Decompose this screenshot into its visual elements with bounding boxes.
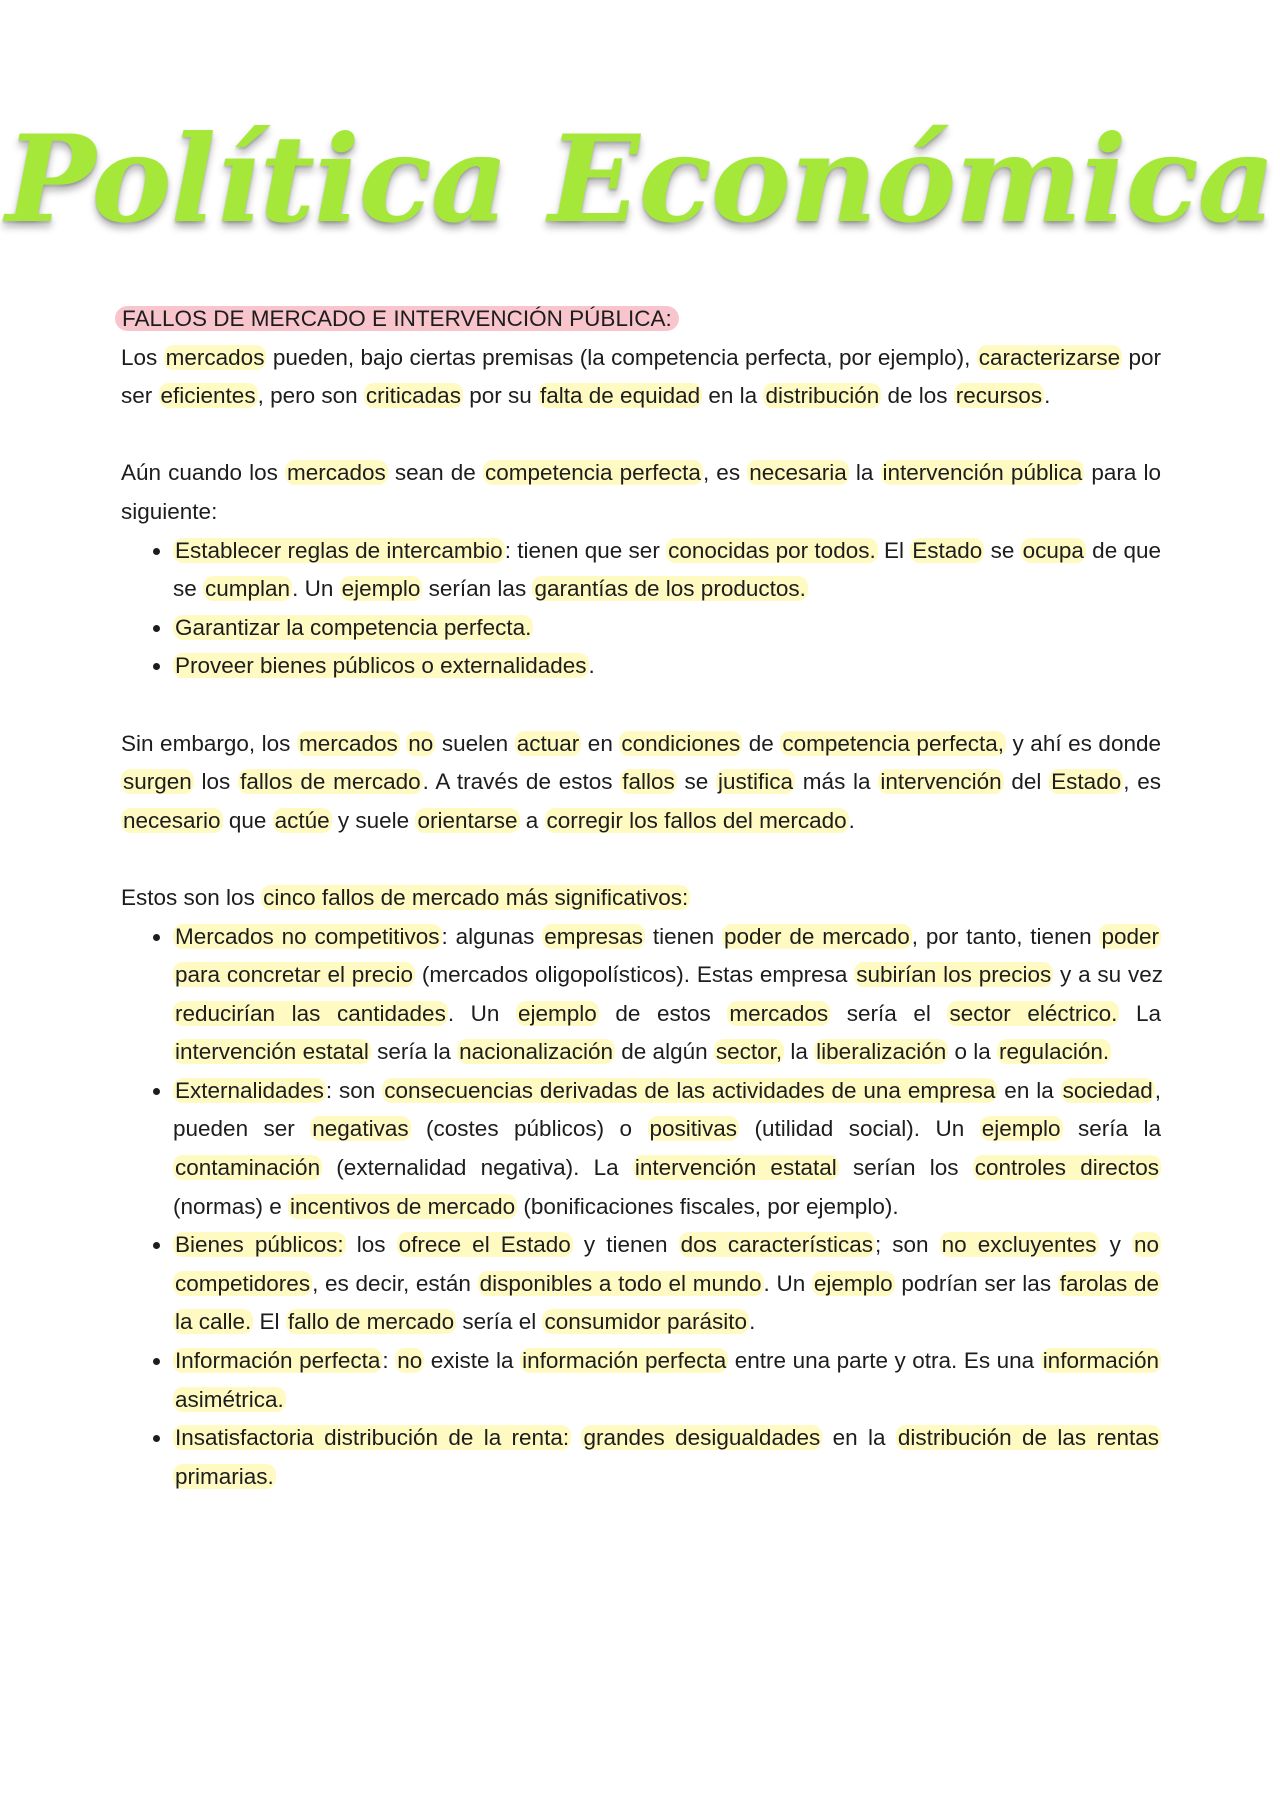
highlighted-text: ofrece el Estado <box>398 1232 571 1258</box>
body-text: y a su vez <box>1053 962 1164 988</box>
highlighted-text: nacionalización <box>459 1039 614 1065</box>
body-text: y <box>1098 1232 1132 1258</box>
body-text: pueden, bajo ciertas premisas (la competencia perfecta, por ejemplo), <box>266 344 977 370</box>
body-text: en la <box>997 1077 1061 1103</box>
body-text: la <box>784 1039 815 1065</box>
section-heading <box>121 300 1161 339</box>
list-item <box>173 918 1164 1072</box>
body-text: en la <box>822 1425 896 1451</box>
highlighted-text: ejemplo <box>341 576 421 602</box>
highlighted-text: contaminación <box>175 1155 321 1181</box>
highlighted-text: Establecer reglas de intercambio <box>175 537 503 563</box>
highlighted-text: liberalización <box>816 1039 947 1065</box>
document-body <box>121 300 1164 1496</box>
highlighted-text: ocupa <box>1022 537 1084 563</box>
page-title: Política Económica <box>5 109 1275 250</box>
body-text: : algunas <box>441 923 543 949</box>
body-text: sean de <box>387 460 483 486</box>
body-text: se <box>676 769 717 795</box>
list-item <box>173 609 1161 648</box>
highlighted-text: no competidores <box>175 1232 1159 1296</box>
list-intervention-reasons <box>121 532 1161 686</box>
body-text: (externalidad negativa). La <box>322 1155 633 1181</box>
highlighted-text: necesaria <box>749 460 847 486</box>
body-text: Sin embargo, los <box>121 730 297 756</box>
highlighted-text: actúe <box>274 807 330 833</box>
highlighted-text: sector eléctrico. <box>949 1000 1118 1026</box>
highlighted-text: sociedad <box>1062 1077 1153 1103</box>
paragraph-market-failures <box>121 725 1161 841</box>
highlighted-text: Proveer bienes públicos o externalidades <box>175 653 587 679</box>
body-text: de que se <box>173 537 1162 602</box>
body-text: Los <box>121 344 164 370</box>
body-text: (mercados oligopolísticos). Estas empresa <box>415 962 855 988</box>
body-text: (costes públicos) o <box>410 1116 648 1142</box>
body-text: de estos <box>598 1000 728 1026</box>
body-text: y ahí es donde <box>1005 730 1161 756</box>
highlighted-text: intervención estatal <box>634 1155 837 1181</box>
body-text: , es <box>1123 769 1161 795</box>
body-text: sería la <box>1062 1116 1161 1142</box>
body-text: tienen <box>645 923 722 949</box>
body-text: serían las <box>422 576 533 602</box>
body-text: en la <box>702 383 764 409</box>
body-text: podrían ser las <box>894 1270 1058 1296</box>
highlighted-text: Externalidades <box>175 1077 324 1103</box>
body-text: los <box>345 1232 397 1258</box>
highlighted-text: caracterizarse <box>978 344 1121 370</box>
highlighted-text: falta de equidad <box>540 383 701 409</box>
highlighted-text: poder para concretar el precio <box>175 923 1159 988</box>
body-text <box>571 1425 581 1450</box>
spacer <box>121 840 1161 879</box>
body-text: suelen <box>435 730 515 756</box>
body-text: entre una parte y otra. Es una <box>728 1348 1041 1374</box>
body-text: . <box>749 1309 756 1335</box>
body-text: . Un <box>292 576 340 602</box>
highlighted-text: información perfecta <box>522 1348 727 1374</box>
spacer <box>121 686 1161 725</box>
body-text: más la <box>795 769 879 795</box>
highlighted-text: negativas <box>312 1116 409 1142</box>
highlighted-text: consecuencias derivadas de las actividades de una empresa <box>384 1077 996 1103</box>
body-text: sería la <box>370 1039 458 1065</box>
body-text: a <box>519 807 545 833</box>
list-item <box>173 647 1161 686</box>
highlighted-text: incentivos de mercado <box>290 1193 516 1219</box>
paragraph-five-failures <box>121 879 1161 918</box>
highlighted-text: corregir los fallos del mercado <box>546 807 847 833</box>
section-heading-text: FALLOS DE MERCADO E INTERVENCIÓN PÚBLICA: <box>115 306 679 331</box>
highlighted-text: mercados <box>298 730 398 756</box>
body-text: . A través de estos <box>422 769 621 795</box>
body-text: por ser <box>121 344 1161 409</box>
highlighted-text: condiciones <box>621 730 741 756</box>
list-item <box>173 1226 1161 1342</box>
highlighted-text: consumidor parásito <box>544 1309 748 1335</box>
body-text: que <box>222 807 273 833</box>
highlighted-text: sector, <box>715 1039 783 1065</box>
body-text: (bonificaciones fiscales, por ejemplo). <box>517 1193 899 1219</box>
body-text: del <box>1003 769 1050 795</box>
paragraph-intervention <box>121 454 1161 531</box>
body-text: . <box>848 807 855 833</box>
highlighted-text: dos características <box>680 1232 873 1258</box>
highlighted-text: no <box>397 1348 423 1374</box>
body-text: El <box>253 1309 286 1335</box>
highlighted-text: mercados <box>286 460 386 486</box>
body-text: y suele <box>331 807 416 833</box>
body-text: sería el <box>830 1000 948 1026</box>
highlighted-text: no excluyentes <box>941 1232 1097 1258</box>
highlighted-text: cumplan <box>205 576 291 602</box>
highlighted-text: surgen <box>123 769 192 795</box>
body-text: , por tanto, tienen <box>911 923 1100 949</box>
highlighted-text: recursos <box>955 383 1043 409</box>
body-text: , es <box>702 460 748 486</box>
highlighted-text: fallos <box>622 769 675 795</box>
highlighted-text: Información perfecta <box>175 1348 381 1374</box>
body-text: o la <box>948 1039 998 1065</box>
highlighted-text: empresas <box>544 923 644 949</box>
spacer <box>121 416 1161 455</box>
body-text: El <box>877 537 911 563</box>
highlighted-text: intervención <box>880 769 1002 795</box>
list-market-failures <box>121 918 1164 1497</box>
body-text: y tienen <box>572 1232 679 1258</box>
body-text: . Un <box>447 1000 517 1026</box>
highlighted-text: Estado <box>912 537 983 563</box>
body-text: Estos son los <box>121 884 262 910</box>
highlighted-text: mercados <box>729 1000 829 1026</box>
highlighted-text: intervención estatal <box>175 1039 369 1065</box>
highlighted-text: información asimétrica. <box>175 1348 1159 1412</box>
body-text: , es decir, están <box>312 1270 478 1296</box>
body-text: : son <box>325 1077 383 1103</box>
highlighted-text: subirían los precios <box>856 962 1052 988</box>
body-text: La <box>1119 1000 1161 1026</box>
highlighted-text: ejemplo <box>813 1270 893 1296</box>
body-text: Aún cuando los <box>121 460 285 486</box>
body-text: de algún <box>615 1039 714 1065</box>
body-text: sería el <box>456 1309 543 1335</box>
highlighted-text: competencia perfecta, <box>782 730 1004 756</box>
highlighted-text: criticadas <box>365 383 461 409</box>
highlighted-text: grandes desigualdades <box>583 1425 821 1451</box>
paragraph-intro <box>121 339 1161 416</box>
body-text: . <box>1044 383 1051 409</box>
highlighted-text: positivas <box>649 1116 738 1142</box>
highlighted-text: poder de mercado <box>724 923 910 949</box>
body-text: serían los <box>838 1155 973 1181</box>
body-text: . Un <box>763 1270 812 1296</box>
highlighted-text: necesario <box>123 807 221 833</box>
highlighted-text: cinco fallos de mercado más significativos: <box>263 884 689 910</box>
body-text: de los <box>881 383 954 409</box>
body-text: de <box>742 730 781 756</box>
highlighted-text: no <box>408 730 434 756</box>
highlighted-text: distribución <box>765 383 880 409</box>
highlighted-text: ejemplo <box>981 1116 1061 1142</box>
body-text: , pero son <box>257 383 364 409</box>
body-text: : <box>382 1348 396 1374</box>
body-text: . <box>588 653 595 679</box>
body-text: los <box>193 769 239 795</box>
highlighted-text: justifica <box>718 769 794 795</box>
body-text: (normas) e <box>173 1193 289 1219</box>
highlighted-text: regulación. <box>999 1039 1110 1065</box>
highlighted-text: intervención pública <box>882 460 1083 486</box>
highlighted-text: disponibles a todo el mundo <box>479 1270 762 1296</box>
body-text: para lo siguiente: <box>121 460 1162 524</box>
highlighted-text: farolas de la calle. <box>175 1270 1159 1335</box>
highlighted-text: distribución de las rentas primarias. <box>175 1425 1160 1489</box>
body-text: ; son <box>874 1232 940 1258</box>
highlighted-text: Insatisfactoria distribución de la renta: <box>175 1425 570 1451</box>
body-text: (utilidad social). Un <box>739 1116 980 1142</box>
highlighted-text: mercados <box>165 344 265 370</box>
highlighted-text: reducirían las cantidades <box>175 1000 446 1026</box>
body-text: , pueden ser <box>173 1077 1162 1142</box>
body-text: la <box>848 460 881 486</box>
highlighted-text: conocidas por todos. <box>668 537 876 563</box>
list-item <box>173 1419 1161 1496</box>
body-text: : tienen que ser <box>504 537 667 563</box>
list-item <box>173 1072 1161 1226</box>
highlighted-text: garantías de los productos. <box>534 576 806 602</box>
highlighted-text: Mercados no competitivos <box>175 923 440 949</box>
body-text: se <box>984 537 1021 563</box>
highlighted-text: Bienes públicos: <box>175 1232 344 1258</box>
highlighted-text: controles directos <box>974 1155 1159 1181</box>
highlighted-text: actuar <box>516 730 580 756</box>
body-text: existe la <box>424 1348 521 1374</box>
highlighted-text: competencia perfecta <box>484 460 701 486</box>
highlighted-text: ejemplo <box>518 1000 597 1026</box>
highlighted-text: fallo de mercado <box>287 1309 455 1335</box>
body-text: en <box>581 730 620 756</box>
body-text: por su <box>462 383 538 409</box>
highlighted-text: eficientes <box>160 383 256 409</box>
highlighted-text: orientarse <box>417 807 518 833</box>
highlighted-text: Estado <box>1051 769 1122 795</box>
list-item <box>173 532 1161 609</box>
list-item <box>173 1342 1161 1419</box>
highlighted-text: Garantizar la competencia perfecta. <box>175 614 532 640</box>
highlighted-text: fallos de mercado <box>240 769 421 795</box>
